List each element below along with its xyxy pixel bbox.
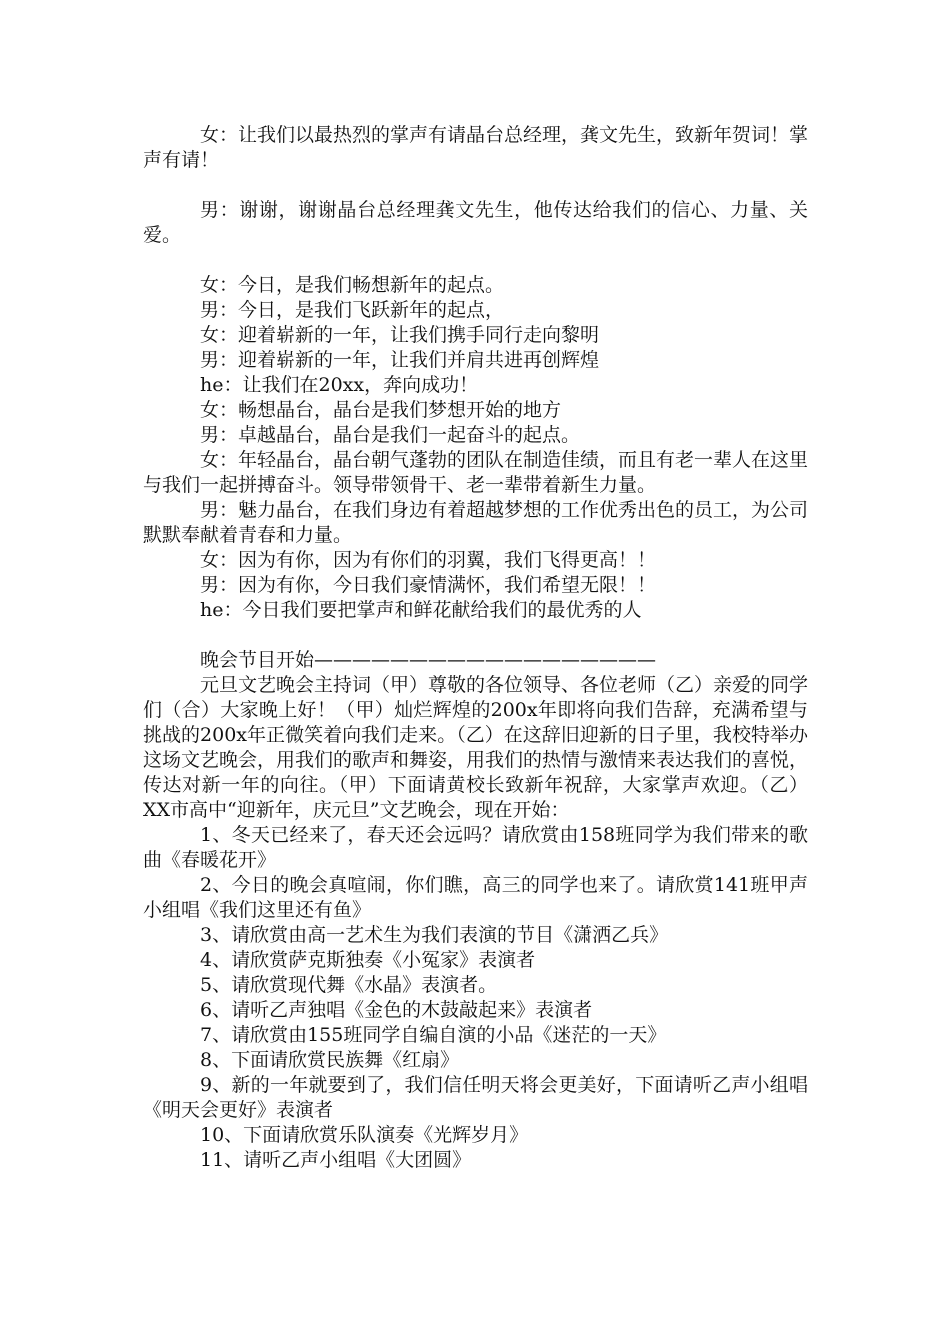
blank-line	[143, 248, 808, 273]
paragraph: 元旦文艺晚会主持词（甲）尊敬的各位领导、各位老师（乙）亲爱的同学们（合）大家晚上好！（甲）灿烂辉煌的200x年即将向我们告辞，充满希望与挑战的200x年正微笑着向我们走来。（乙）在这辞旧迎新的日子里，我校特举办这场文艺晚会，用我们的歌声和舞姿，用我们的热情与激情来表达我们的喜悦，传达对新一年的向往。（甲）下面请黄校长致新年祝辞，大家掌声欢迎。（乙）XX市高中“迎新年，庆元旦”文艺晚会，现在开始：	[143, 674, 809, 821]
dialogue-line: 男：今日，是我们飞跃新年的起点，	[200, 299, 505, 321]
program-item: 1、冬天已经来了，春天还会远吗？请欣赏由158班同学为我们带来的歌曲《春暖花开》	[143, 824, 808, 871]
dialogue-line: 女：畅想晶台，晶台是我们梦想开始的地方	[200, 399, 562, 421]
dialogue-line: 女：迎着崭新的一年，让我们携手同行走向黎明	[200, 324, 600, 346]
program-item: 3、请欣赏由高一艺术生为我们表演的节目《潇洒乙兵》	[200, 924, 669, 946]
paragraph: 男：谢谢，谢谢晶台总经理龚文先生，他传达给我们的信心、力量、关爱。	[143, 199, 808, 246]
dialogue-line: 男：魅力晶台，在我们身边有着超越梦想的工作优秀出色的员工，为公司默默奉献着青春和力量。	[143, 499, 809, 546]
program-item: 10、下面请欣赏乐队演奏《光辉岁月》	[200, 1124, 529, 1146]
program-item: 4、请欣赏萨克斯独奏《小冤家》表演者	[200, 949, 536, 971]
blank-line	[143, 623, 808, 648]
dialogue-line: 女：今日，是我们畅想新年的起点。	[200, 274, 505, 296]
dialogue-line: 男：卓越晶台，晶台是我们一起奋斗的起点。	[200, 424, 581, 446]
blank-line	[143, 173, 808, 198]
paragraph: 女：让我们以最热烈的掌声有请晶台总经理，龚文先生，致新年贺词！掌声有请！	[143, 124, 809, 171]
program-item: 2、今日的晚会真喧闹，你们瞧，高三的同学也来了。请欣赏141班甲声小组唱《我们这里还有鱼》	[143, 874, 808, 921]
dialogue-line: 男：迎着崭新的一年，让我们并肩共进再创辉煌	[200, 349, 600, 371]
section-heading: 晚会节目开始——————————————————	[200, 649, 657, 671]
document-text	[143, 123, 808, 1173]
program-item: 6、请听乙声独唱《金色的木鼓敲起来》表演者	[200, 999, 593, 1021]
dialogue-line: 男：因为有你，今日我们豪情满怀，我们希望无限！！	[200, 574, 657, 596]
program-item: 5、请欣赏现代舞《水晶》表演者。	[200, 974, 498, 996]
program-item: 11、请听乙声小组唱《大团圆》	[200, 1149, 472, 1171]
dialogue-line: he：让我们在20xx，奔向成功！	[200, 374, 479, 396]
program-item: 8、下面请欣赏民族舞《红扇》	[200, 1049, 460, 1071]
dialogue-line: he：今日我们要把掌声和鲜花献给我们的最优秀的人	[200, 599, 642, 621]
program-item: 7、请欣赏由155班同学自编自演的小品《迷茫的一天》	[200, 1024, 667, 1046]
dialogue-line: 女：因为有你，因为有你们的羽翼，我们飞得更高！！	[200, 549, 657, 571]
program-item: 9、新的一年就要到了，我们信任明天将会更美好，下面请听乙声小组唱《明天会更好》表演者	[143, 1074, 808, 1121]
dialogue-line: 女：年轻晶台，晶台朝气蓬勃的团队在制造佳绩，而且有老一辈人在这里与我们一起拼搏奋斗。领导带领骨干、老一辈带着新生力量。	[143, 449, 809, 496]
